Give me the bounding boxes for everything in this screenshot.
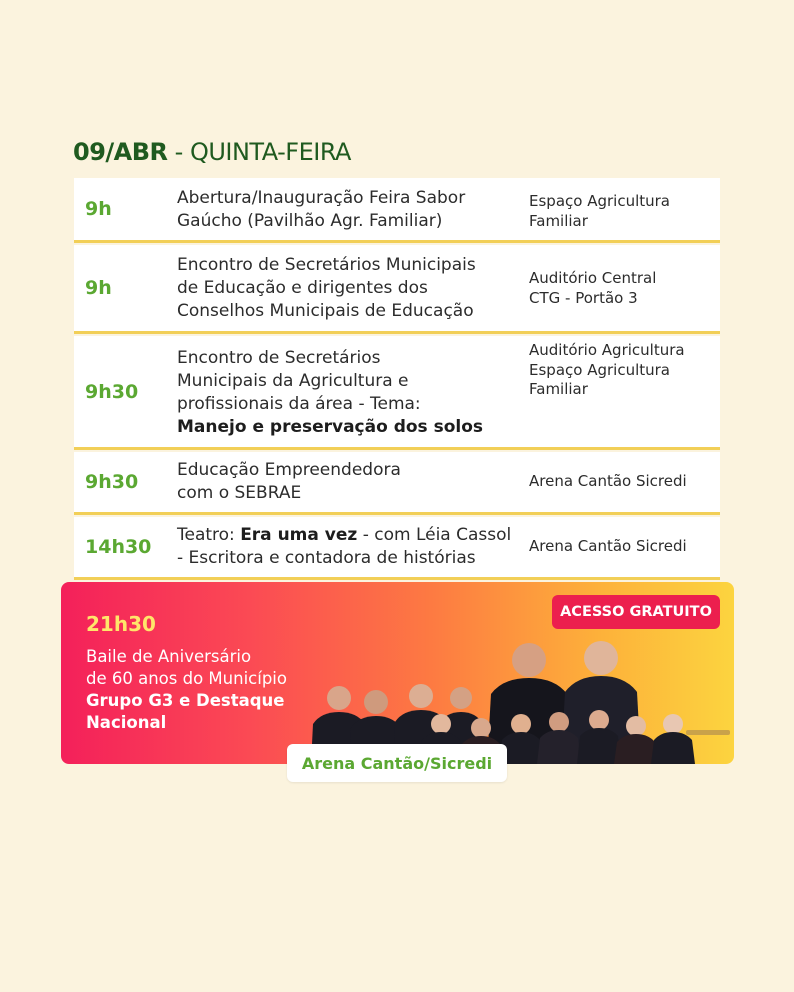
event-location-line: Espaço Agricultura [529, 360, 670, 379]
highlight-artist: Nacional [86, 713, 167, 732]
highlight-banner [61, 582, 734, 764]
event-description-line: Municipais da Agricultura e [177, 371, 409, 391]
event-location [529, 537, 687, 557]
highlight-line: Baile de Aniversário [86, 647, 252, 666]
event-description-text: - com Léia Cassol [357, 525, 512, 545]
play-title: Era uma vez [240, 525, 358, 545]
highlight-description [86, 646, 287, 734]
event-description-line: Encontro de Secretários [177, 348, 381, 368]
event-location-line: Arena Cantão Sicredi [529, 537, 687, 555]
event-description-line: - Escritora e contadora de histórias [177, 548, 476, 568]
event-location [529, 192, 670, 231]
day-weekday: - QUINTA-FEIRA [174, 138, 351, 166]
event-time: 9h30 [85, 471, 139, 493]
event-location [529, 269, 656, 308]
event-description-line: Abertura/Inauguração Feira Sabor [177, 188, 466, 208]
band-photo [291, 612, 734, 764]
event-time: 9h30 [85, 380, 139, 403]
schedule-row [74, 178, 720, 243]
event-location-line: CTG - Portão 3 [529, 288, 638, 307]
event-description [177, 347, 483, 439]
event-location-line: Familiar [529, 211, 588, 230]
schedule-row [74, 452, 720, 515]
event-description-line: Conselhos Municipais de Educação [177, 301, 474, 321]
event-topic: Manejo e preservação dos solos [177, 417, 484, 437]
event-time: 9h [85, 277, 112, 299]
day-heading [73, 138, 351, 166]
day-date: 09/ABR [73, 138, 168, 166]
schedule-row [74, 336, 720, 450]
highlight-time: 21h30 [86, 612, 156, 636]
trumpet [686, 730, 730, 735]
event-description-line: com o SEBRAE [177, 483, 302, 503]
event-description-line: de Educação e dirigentes dos [177, 278, 428, 298]
schedule-table [74, 178, 720, 582]
event-location-line: Auditório Central [529, 269, 657, 287]
event-description [177, 459, 401, 505]
highlight-venue: Arena Cantão/Sicredi [287, 744, 507, 782]
event-description-line: Encontro de Secretários Municipais [177, 255, 476, 275]
event-description [177, 254, 476, 323]
event-description [177, 524, 511, 570]
event-description-line [177, 524, 511, 547]
free-access-badge: ACESSO GRATUITO [552, 595, 720, 629]
schedule-row [74, 517, 720, 580]
schedule-row [74, 245, 720, 334]
event-location-line: Arena Cantão Sicredi [529, 472, 687, 490]
event-description-line: Gaúcho (Pavilhão Agr. Familiar) [177, 211, 443, 231]
event-description-line: Educação Empreendedora [177, 460, 401, 480]
event-location [529, 472, 687, 492]
event-description [177, 187, 465, 233]
highlight-line: de 60 anos do Município [86, 669, 287, 688]
event-location [529, 341, 685, 400]
event-location-line: Auditório Agricultura [529, 341, 685, 359]
event-time: 14h30 [85, 536, 152, 558]
highlight-artist: Grupo G3 e Destaque [86, 691, 285, 710]
event-description-text: Teatro: [177, 525, 241, 545]
event-location-line: Espaço Agricultura [529, 192, 670, 210]
event-location-line: Familiar [529, 380, 588, 398]
event-time: 9h [85, 198, 112, 220]
event-description-line: profissionais da área - Tema: [177, 394, 421, 414]
